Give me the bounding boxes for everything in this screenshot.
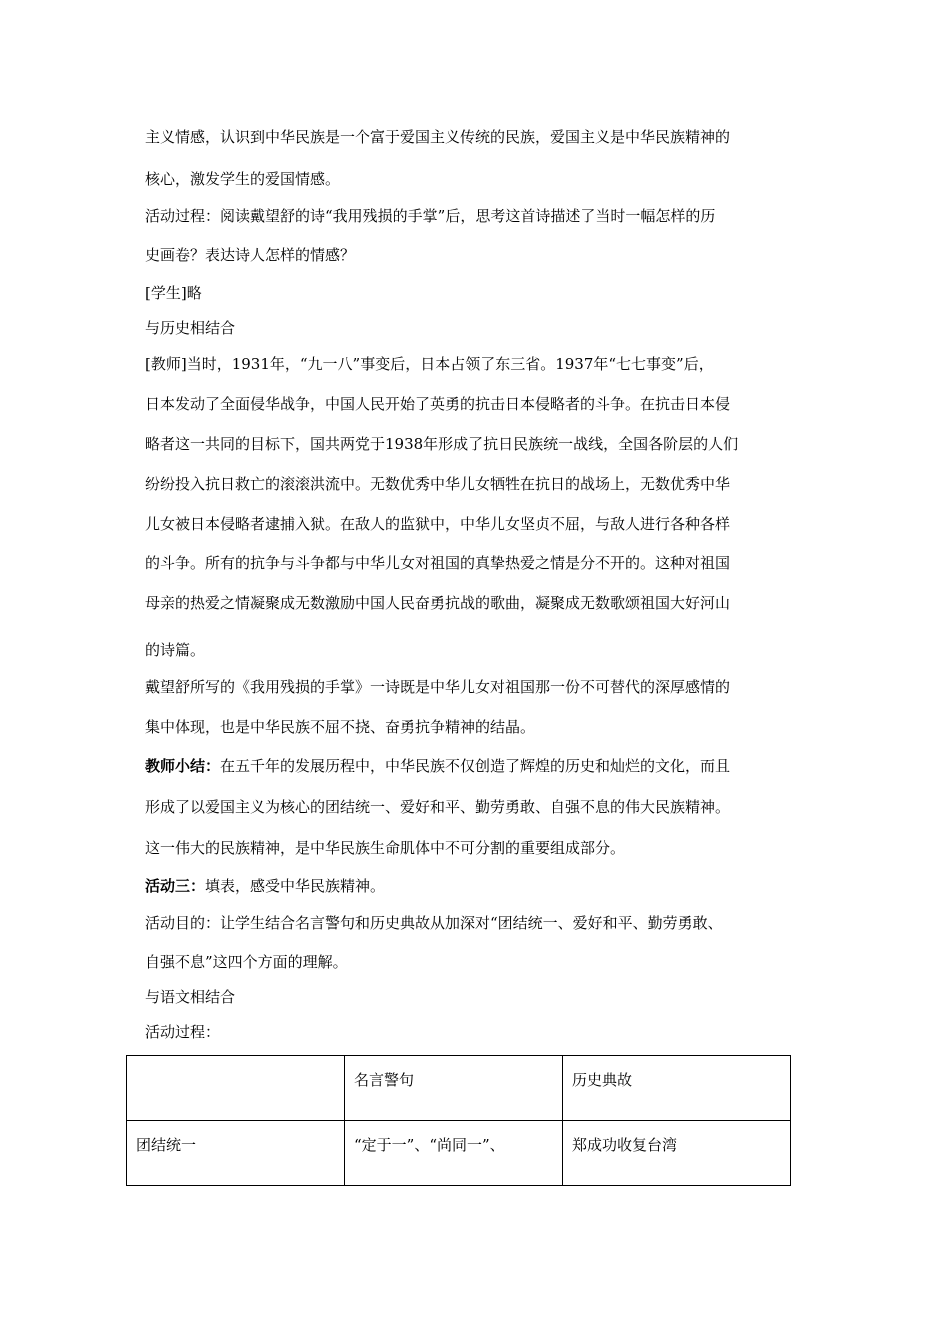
table-header-cell: 名言警句 [345, 1056, 563, 1121]
section-label: 与语文相结合 [145, 988, 236, 1006]
paragraph-line: 略者这一共同的目标下，国共两党于1938年形成了抗日民族统一战线，全国各阶层的人们 [145, 435, 739, 453]
paragraph-line: 这一伟大的民族精神，是中华民族生命肌体中不可分割的重要组成部分。 [145, 839, 626, 857]
table-cell: “定于一”、“尚同一”、 [345, 1121, 563, 1186]
paragraph-line: 主义情感，认识到中华民族是一个富于爱国主义传统的民族，爱国主义是中华民族精神的 [145, 128, 731, 146]
paragraph-line: 核心，激发学生的爱国情感。 [145, 170, 341, 188]
paragraph-line: 集中体现，也是中华民族不屈不挠、奋勇抗争精神的结晶。 [145, 718, 536, 736]
table-cell: 郑成功收复台湾 [563, 1121, 791, 1186]
paragraph-line: 史画卷？表达诗人怎样的情感？ [145, 246, 356, 264]
paragraph-line: [学生]略 [145, 284, 202, 302]
paragraph-line: 儿女被日本侵略者逮捕入狱。在敌人的监狱中，中华儿女坚贞不屈，与敌人进行各种各样 [145, 515, 731, 533]
section-label: 与历史相结合 [145, 319, 236, 337]
table-header-cell [127, 1056, 345, 1121]
paragraph-line: 形成了以爱国主义为核心的团结统一、爱好和平、勤劳勇敢、自强不息的伟大民族精神。 [145, 798, 731, 816]
activity-three-line: 活动三：填表，感受中华民族精神。 [145, 877, 386, 895]
paragraph-line: 纷纷投入抗日救亡的滚滚洪流中。无数优秀中华儿女牺牲在抗日的战场上，无数优秀中华 [145, 475, 731, 493]
activity-three-label: 活动三： [145, 877, 206, 895]
paragraph-line: 活动过程： [145, 1023, 221, 1041]
paragraph-line: 戴望舒所写的《我用残损的手掌》一诗既是中华儿女对祖国那一份不可替代的深厚感情的 [145, 678, 731, 696]
paragraph-line: 日本发动了全面侵华战争，中国人民开始了英勇的抗击日本侵略者的斗争。在抗击日本侵 [145, 395, 731, 413]
table-header-row [127, 1056, 791, 1121]
teacher-summary-label: 教师小结： [145, 757, 221, 775]
paragraph-line: 的斗争。所有的抗争与斗争都与中华儿女对祖国的真挚热爱之情是分不开的。这种对祖国 [145, 554, 731, 572]
paragraph-line: 的诗篇。 [145, 641, 206, 659]
table-cell: 团结统一 [127, 1121, 345, 1186]
paragraph-line: 活动目的：让学生结合名言警句和历史典故从加深对“团结统一、爱好和平、勤劳勇敢、 [145, 914, 723, 932]
teacher-summary-line: 教师小结：在五千年的发展历程中，中华民族不仅创造了辉煌的历史和灿烂的文化，而且 [145, 757, 731, 775]
paragraph-line: [教师]当时，1931年，“九一八”事变后，日本占领了东三省。1937年“七七事变”后， [145, 355, 714, 373]
table-row [127, 1121, 791, 1186]
activity-table [126, 1055, 791, 1186]
paragraph-line: 母亲的热爱之情凝聚成无数激励中国人民奋勇抗战的歌曲，凝聚成无数歌颂祖国大好河山 [145, 594, 731, 612]
table-header-cell: 历史典故 [563, 1056, 791, 1121]
paragraph-line: 活动过程：阅读戴望舒的诗“我用残损的手掌”后，思考这首诗描述了当时一幅怎样的历 [145, 207, 716, 225]
paragraph-line: 自强不息”这四个方面的理解。 [145, 953, 348, 971]
